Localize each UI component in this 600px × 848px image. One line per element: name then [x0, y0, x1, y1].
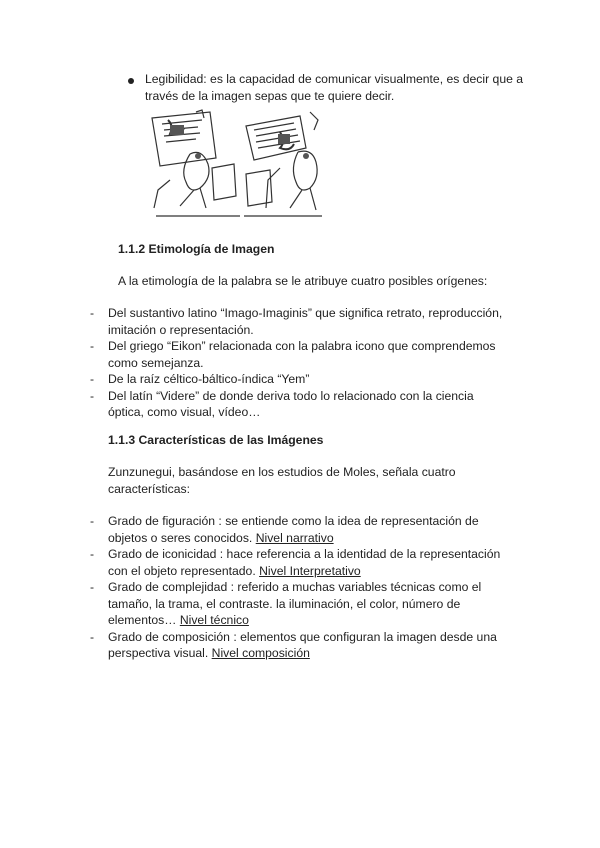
list-item: - Grado de iconicidad : hace referencia a la identidad de la representación con el objeto representado. Nivel Interpretativo [90, 547, 501, 578]
list-item: - Grado de composición : elementos que configuran la imagen desde una perspectiva visual. Nivel composición [90, 629, 497, 660]
list-item: - De la raíz céltico-báltico-índica “Yem” [90, 372, 310, 386]
list-item: - Del griego “Eikon” relacionada con la palabra icono que comprendemos como semejanza. [90, 339, 496, 370]
nivel-interpretativo-link[interactable]: Nivel Interpretativo [259, 563, 361, 578]
list-item: - Grado de figuración : se entiende como la idea de representación de objetos o seres conocidos. Nivel narrativo [90, 514, 479, 545]
bullet-dot [128, 78, 134, 84]
nivel-composicion-link[interactable]: Nivel composición [211, 646, 310, 660]
cartoon-illustration-image [150, 108, 325, 220]
caracteristicas-intro: Zunzunegui, basándose en los estudios de Moles, señala cuatro características: [108, 465, 456, 496]
list-item: - Grado de complejidad : referido a muchas variables técnicas como el tamaño, la trama, el contraste. la iluminación, el color, número de elementos… Nivel técnico [90, 580, 482, 627]
nivel-tecnico-link[interactable]: Nivel técnico [179, 613, 249, 627]
caracteristicas-list [90, 513, 510, 662]
etimologia-intro: A la etimología de la palabra se le atribuye cuatro posibles orígenes: [118, 274, 488, 288]
list-item: - Del latín “Videre” de donde deriva todo lo relacionado con la ciencia óptica, como visual, vídeo… [90, 388, 474, 419]
list-item: - Del sustantivo latino “Imago-Imaginis” que significa retrato, reproducción, imitación o representación. [90, 306, 503, 337]
nivel-narrativo-link[interactable]: Nivel narrativo [255, 530, 334, 545]
section-heading-caracteristicas: 1.1.3 Características de las Imágenes [108, 433, 324, 447]
etimologia-list [90, 305, 510, 421]
legibility-paragraph: Legibilidad: es la capacidad de comunicar visualmente, es decir que a través de la imagen sepas que te quiere decir. [145, 72, 524, 103]
section-heading-etimologia: 1.1.2 Etimología de Imagen [118, 242, 275, 256]
